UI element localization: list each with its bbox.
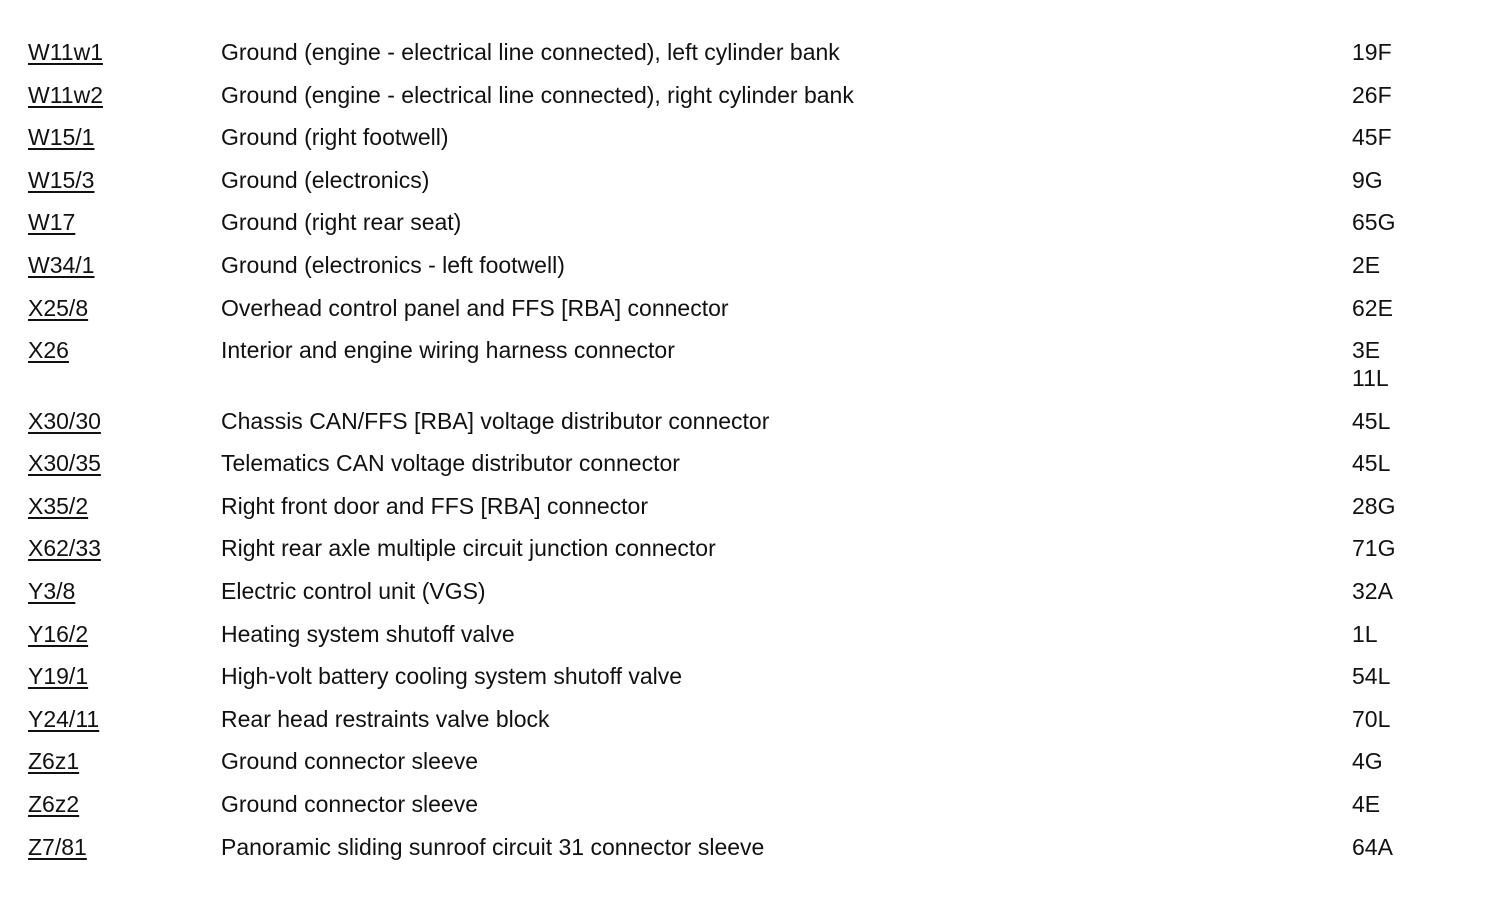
component-description: Ground (engine - electrical line connected), left cylinder bank <box>221 39 840 65</box>
grid-reference-list <box>1352 407 1390 435</box>
grid-reference: 4E <box>1352 791 1381 817</box>
component-code-link[interactable]: Z6z2 <box>28 791 80 817</box>
component-description: Ground (electronics) <box>221 166 430 193</box>
grid-reference: 19F <box>1352 39 1392 65</box>
grid-reference: 45L <box>1352 450 1391 477</box>
component-description: Telematics CAN voltage distributor connector <box>221 450 680 477</box>
component-description: Ground (engine - electrical line connected), right cylinder bank <box>221 81 854 108</box>
grid-reference-list <box>1352 747 1383 775</box>
component-description: Right front door and FFS [RBA] connector <box>221 492 648 519</box>
grid-reference-list <box>1352 662 1390 690</box>
grid-reference-list <box>1352 534 1395 562</box>
legend-row <box>28 790 1468 833</box>
component-description: Rear head restraints valve block <box>221 705 550 732</box>
grid-reference: 70L <box>1352 705 1391 732</box>
grid-reference: 32A <box>1352 578 1393 605</box>
grid-reference-list <box>1352 620 1378 648</box>
grid-reference: 45L <box>1352 407 1391 434</box>
grid-reference-list <box>1352 166 1383 194</box>
legend-row <box>28 208 1468 251</box>
component-code-link[interactable]: W11w1 <box>28 39 103 65</box>
legend-row <box>28 747 1468 790</box>
component-description: Ground (right footwell) <box>221 124 449 151</box>
component-description: Chassis CAN/FFS [RBA] voltage distributor connector <box>221 407 770 434</box>
legend-row <box>28 81 1468 124</box>
component-code-link[interactable]: X62/33 <box>28 535 101 562</box>
grid-reference: 9G <box>1352 166 1383 193</box>
component-code-link[interactable]: X25/8 <box>28 294 89 321</box>
grid-reference-list <box>1352 336 1389 392</box>
component-description: Interior and engine wiring harness connector <box>221 337 675 364</box>
grid-reference: 11L <box>1352 365 1389 392</box>
component-description: Overhead control panel and FFS [RBA] connector <box>221 294 729 321</box>
legend-row <box>28 833 1468 876</box>
grid-reference: 65G <box>1352 209 1396 236</box>
legend-row <box>28 407 1468 450</box>
legend-row <box>28 449 1468 492</box>
legend-row <box>28 38 1468 81</box>
component-description: Ground connector sleeve <box>221 791 478 817</box>
component-description: Ground (electronics - left footwell) <box>221 251 565 278</box>
grid-reference: 45F <box>1352 124 1392 151</box>
legend-row <box>28 251 1468 294</box>
component-legend-table <box>28 38 1468 875</box>
grid-reference: 1L <box>1352 620 1378 647</box>
component-description: Electric control unit (VGS) <box>221 578 486 605</box>
grid-reference-list <box>1352 294 1393 322</box>
component-code-link[interactable]: W15/1 <box>28 124 95 151</box>
component-code-link[interactable]: X30/30 <box>28 407 101 434</box>
component-code-link[interactable]: X35/2 <box>28 492 89 519</box>
component-code-link[interactable]: Z7/81 <box>28 833 87 860</box>
grid-reference: 54L <box>1352 663 1391 690</box>
legend-row <box>28 294 1468 337</box>
legend-row <box>28 166 1468 209</box>
component-description: High-volt battery cooling system shutoff valve <box>221 663 683 690</box>
legend-row <box>28 492 1468 535</box>
component-code-link[interactable]: Y3/8 <box>28 578 76 605</box>
component-description: Ground (right rear seat) <box>221 209 462 236</box>
legend-row <box>28 620 1468 663</box>
legend-row <box>28 662 1468 705</box>
component-description: Ground connector sleeve <box>221 748 478 775</box>
grid-reference-list <box>1352 208 1395 236</box>
grid-reference-list <box>1352 449 1390 477</box>
grid-reference: 64A <box>1352 833 1393 860</box>
component-code-link[interactable]: X30/35 <box>28 450 101 477</box>
component-code-link[interactable]: Z6z1 <box>28 748 80 775</box>
grid-reference-list <box>1352 577 1393 605</box>
component-code-link[interactable]: X26 <box>28 337 69 364</box>
grid-reference-list <box>1352 81 1392 109</box>
legend-row <box>28 123 1468 166</box>
component-code-link[interactable]: Y19/1 <box>28 663 89 690</box>
legend-row <box>28 336 1468 407</box>
component-description: Panoramic sliding sunroof circuit 31 connector sleeve <box>221 833 765 860</box>
grid-reference-list <box>1352 833 1393 861</box>
grid-reference: 4G <box>1352 748 1383 775</box>
grid-reference-list <box>1352 251 1380 279</box>
grid-reference-list <box>1352 705 1390 733</box>
legend-row <box>28 705 1468 748</box>
grid-reference: 71G <box>1352 535 1396 562</box>
grid-reference-list <box>1352 492 1395 520</box>
grid-reference: 62E <box>1352 294 1393 321</box>
legend-row <box>28 577 1468 620</box>
grid-reference-list <box>1352 123 1392 151</box>
legend-row <box>28 534 1468 577</box>
grid-reference: 28G <box>1352 492 1396 519</box>
grid-reference-list <box>1352 38 1392 66</box>
component-description: Right rear axle multiple circuit junction connector <box>221 535 716 562</box>
grid-reference: 26F <box>1352 81 1392 108</box>
grid-reference: 3E <box>1352 337 1381 364</box>
component-code-link[interactable]: W11w2 <box>28 81 103 108</box>
component-code-link[interactable]: Y24/11 <box>28 705 100 732</box>
grid-reference: 2E <box>1352 251 1381 278</box>
component-description: Heating system shutoff valve <box>221 620 515 647</box>
component-code-link[interactable]: W34/1 <box>28 251 95 278</box>
component-code-link[interactable]: W17 <box>28 209 76 236</box>
grid-reference-list <box>1352 790 1380 818</box>
component-code-link[interactable]: Y16/2 <box>28 620 89 647</box>
component-code-link[interactable]: W15/3 <box>28 166 95 193</box>
